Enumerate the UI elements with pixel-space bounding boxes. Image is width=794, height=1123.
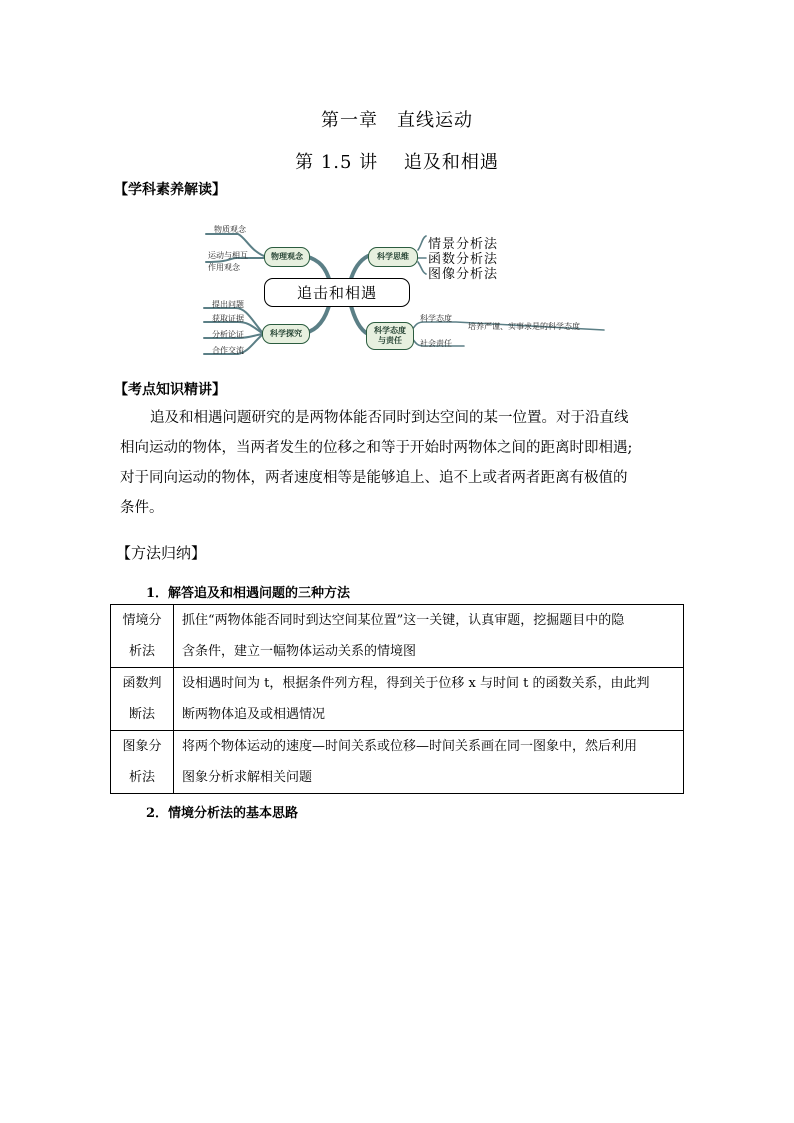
leaf-get-evidence: 获取证据: [212, 314, 244, 323]
leaf-cooperate: 合作交流: [212, 346, 244, 355]
method-desc-line1: 抓住“两物体能否同时到达空间某位置”这一关键，认真审题，挖掘题目中的隐: [182, 613, 625, 628]
node-scientific-thinking: 科学思维: [368, 247, 418, 267]
method-name-line1: 图象分: [122, 739, 162, 754]
method-heading-1: 1．解答追及和相遇问题的三种方法: [146, 586, 351, 601]
knowledge-line-1: 追及和相遇问题研究的是两物体能否同时到达空间的某一位置。对于沿直线: [150, 410, 629, 426]
leaf-attitude-detail: 培养严谨、实事求是的科学态度: [468, 322, 580, 331]
node-attitude: [366, 322, 414, 350]
table-row: [111, 731, 684, 794]
method-name-line2: 析法: [128, 644, 155, 659]
section-literacy-heading: 【学科素养解读】: [114, 182, 226, 198]
node-physics-concept: 物理观念: [264, 247, 310, 267]
method-item-3: 图像分析法: [428, 267, 499, 282]
method-desc-line1: 设相遇时间为 t，根据条件列方程，得到关于位移 x 与时间 t 的函数关系，由此判: [182, 676, 650, 691]
table-cell-method-desc: [174, 668, 684, 731]
node-scientific-inquiry: 科学探究: [262, 324, 310, 344]
table-cell-method-name: [111, 668, 174, 731]
method-name-line1: 情境分: [122, 613, 162, 628]
leaf-motion-line1: 运动与相互: [208, 251, 248, 260]
section-knowledge-heading: 【考点知识精讲】: [114, 382, 226, 398]
method-name-line1: 函数判: [122, 676, 162, 691]
method-desc-line2: 断两物体追及或相遇情况: [182, 707, 326, 722]
method-heading-2: 2．情境分析法的基本思路: [146, 806, 299, 821]
node-attitude-line2: 与责任: [378, 336, 402, 345]
leaf-science-attitude: 科学态度: [420, 314, 452, 323]
methods-table: [110, 604, 684, 794]
table-row: [111, 668, 684, 731]
knowledge-line-4: 条件。: [120, 500, 164, 516]
table-cell-method-name: [111, 731, 174, 794]
table-cell-method-desc: [174, 605, 684, 668]
knowledge-line-2: 相向运动的物体，当两者发生的位移之和等于开始时两物体之间的距离时即相遇;: [120, 440, 633, 456]
method-name-line2: 析法: [128, 770, 155, 785]
method-desc-line2: 含条件，建立一幅物体运动关系的情境图: [182, 644, 417, 659]
table-cell-method-desc: [174, 731, 684, 794]
method-name-line2: 断法: [128, 707, 155, 722]
leaf-ask-question: 提出问题: [212, 300, 244, 309]
mindmap-center: 追击和相遇: [264, 278, 410, 307]
knowledge-line-3: 对于同向运动的物体，两者速度相等是能够追上、追不上或者两者距离有极值的: [120, 470, 628, 486]
leaf-social-responsibility: 社会责任: [420, 339, 452, 348]
lecture-title: 第 1.5 讲 追及和相遇: [295, 152, 499, 173]
leaf-matter-concept: 物质观念: [214, 225, 246, 234]
leaf-motion-line2: 作用观念: [208, 263, 240, 272]
method-item-2: 函数分析法: [428, 252, 499, 267]
table-cell-method-name: [111, 605, 174, 668]
method-desc-line1: 将两个物体运动的速度—时间关系或位移—时间关系画在同一图象中，然后利用: [182, 739, 638, 754]
node-attitude-line1: 科学态度: [374, 326, 406, 335]
table-row: [111, 605, 684, 668]
branch-methods: [418, 236, 426, 274]
method-desc-line2: 图象分析求解相关问题: [182, 770, 313, 785]
method-item-1: 情景分析法: [428, 237, 499, 252]
section-methods-heading: 【方法归纳】: [116, 544, 207, 562]
leaf-analyze-argue: 分析论证: [212, 330, 244, 339]
chapter-title: 第一章 直线运动: [321, 110, 473, 131]
